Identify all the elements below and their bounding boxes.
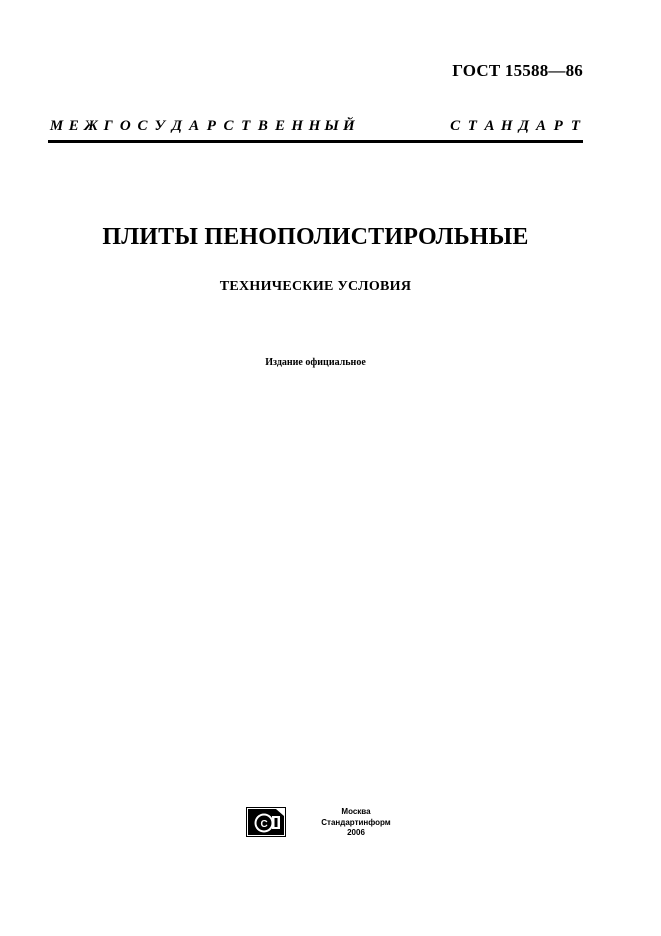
heading-letter: Т bbox=[467, 118, 477, 134]
standards-logo-icon bbox=[246, 807, 286, 837]
gost-number: ГОСТ 15588—86 bbox=[452, 61, 583, 80]
heading-letter: Й bbox=[342, 118, 355, 134]
publisher-city: Москва bbox=[341, 807, 371, 816]
heading-letter: У bbox=[154, 118, 165, 134]
publisher-name: Стандартинформ bbox=[321, 817, 391, 827]
heading-letter: А bbox=[536, 118, 547, 134]
heading-letter: С bbox=[223, 118, 234, 134]
heading-letter: М bbox=[49, 118, 64, 134]
document-subtitle: ТЕХНИЧЕСКИЕ УСЛОВИЯ bbox=[219, 279, 412, 294]
heading-letter: В bbox=[257, 118, 268, 134]
heading-letter: С bbox=[450, 118, 461, 134]
heading-letter: Р bbox=[553, 118, 563, 134]
heading-letter: Г bbox=[103, 118, 113, 134]
heading-letter: Н bbox=[291, 118, 304, 134]
publisher-year: 2006 bbox=[347, 828, 365, 837]
heading-letter: С bbox=[137, 118, 148, 134]
heading-letter: Д bbox=[518, 118, 529, 134]
standard-type-word-2 bbox=[447, 118, 585, 135]
svg-text:C: C bbox=[260, 819, 268, 830]
heading-letter: А bbox=[484, 118, 495, 134]
heading-letter: Т bbox=[570, 118, 580, 134]
heading-letter: Н bbox=[308, 118, 321, 134]
document-title: ПЛИТЫ ПЕНОПОЛИСТИРОЛЬНЫЕ bbox=[102, 224, 529, 250]
standard-type-heading bbox=[48, 118, 584, 135]
heading-letter: О bbox=[119, 118, 131, 134]
heading-letter: Н bbox=[500, 118, 513, 134]
heading-rule bbox=[48, 140, 583, 143]
heading-letter: Ы bbox=[324, 118, 339, 134]
standard-type-word-1 bbox=[48, 118, 357, 135]
heading-letter: Е bbox=[68, 118, 79, 134]
heading-letter: Р bbox=[206, 118, 216, 134]
heading-letter: Е bbox=[275, 118, 286, 134]
heading-letter: Т bbox=[241, 118, 251, 134]
heading-letter: Ж bbox=[84, 118, 98, 134]
edition-note: Издание официальное bbox=[265, 357, 366, 368]
heading-letter: Д bbox=[171, 118, 183, 134]
heading-letter: А bbox=[189, 118, 200, 134]
publisher-block bbox=[316, 807, 396, 839]
